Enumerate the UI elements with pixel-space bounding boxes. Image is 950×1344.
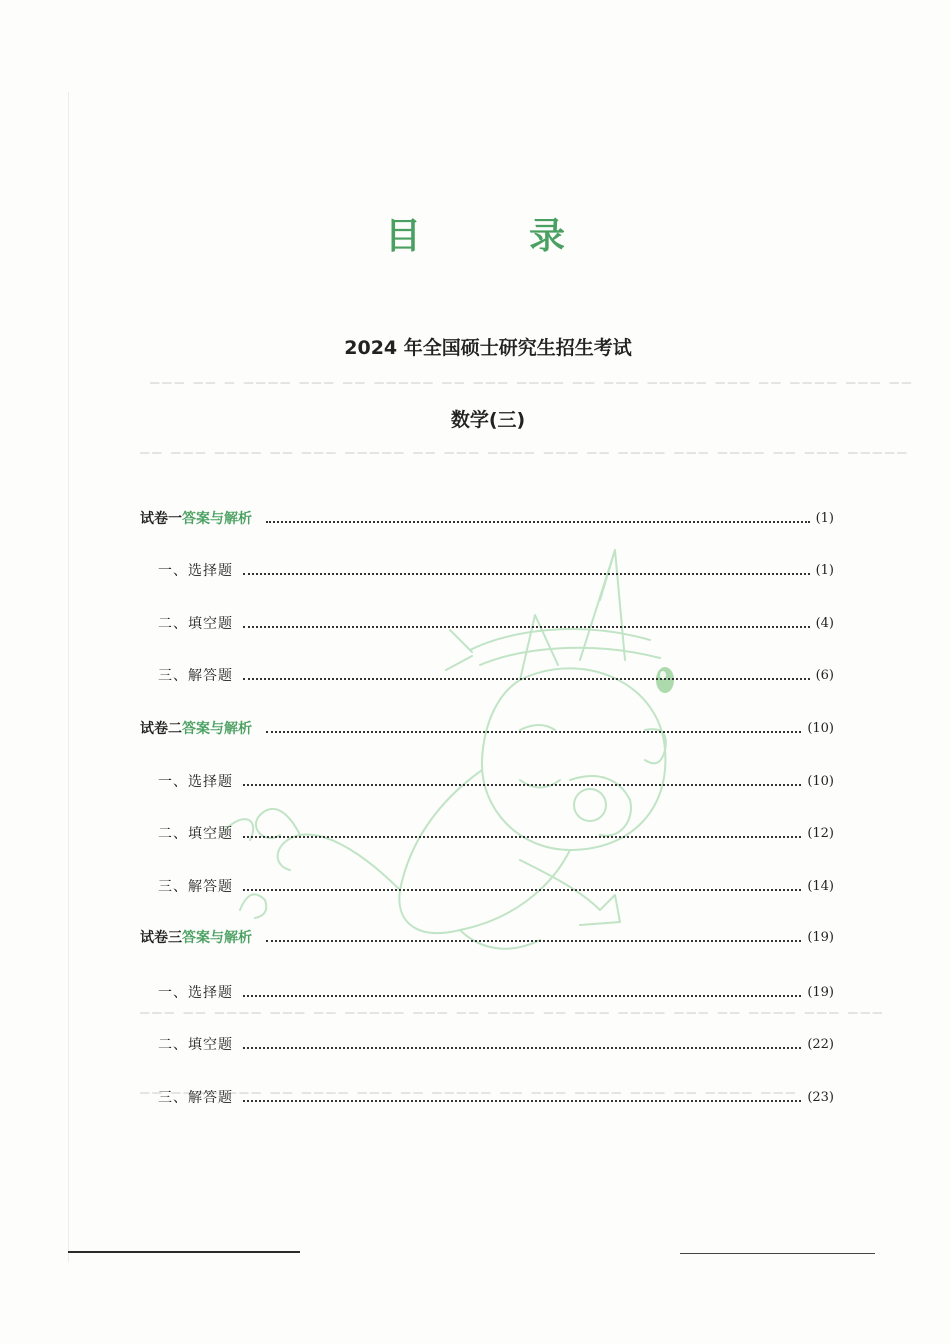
toc-paper-prefix: 试卷一: [140, 511, 182, 527]
show-through-line: ▁▁▁ ▁▁ ▁▁▁▁ ▁▁▁ ▁▁ ▁▁▁▁▁ ▁▁▁ ▁▁ ▁▁▁▁ ▁▁ ▁▁▁ ▁▁▁▁ ▁▁▁ ▁▁ ▁▁▁▁ ▁▁▁ ▁▁▁: [140, 1000, 885, 1014]
toc-section-2-3[interactable]: [158, 874, 834, 898]
toc-page-number: (19): [807, 984, 834, 1000]
dragon-mascot-icon: [220, 530, 680, 970]
toc-page-number: (1): [815, 510, 834, 526]
toc-section-label: 一、选择题: [158, 774, 233, 790]
toc-paper-suffix: 答案与解析: [182, 511, 252, 527]
toc-page-number: (6): [815, 667, 834, 683]
toc-paper-prefix: 试卷三: [140, 930, 182, 946]
dot-leader: [243, 889, 801, 891]
toc-section-2-2[interactable]: [158, 821, 834, 845]
toc-section-1-3[interactable]: [158, 663, 834, 687]
dot-leader: [243, 836, 801, 838]
show-through-line: ▁▁ ▁▁▁▁ ▁▁▁ ▁▁ ▁▁▁▁ ▁▁▁ ▁▁ ▁▁▁▁▁ ▁▁ ▁▁▁ ▁▁▁▁ ▁▁▁ ▁▁ ▁▁▁▁ ▁▁▁: [140, 1080, 798, 1094]
toc-paper-3[interactable]: [140, 925, 834, 949]
dot-leader: [243, 573, 810, 575]
toc-paper-1[interactable]: [140, 506, 834, 530]
toc-section-3-2[interactable]: [158, 1032, 834, 1056]
toc-section-label: 二、填空题: [158, 616, 233, 632]
footer-rule-left: [68, 1251, 300, 1253]
toc-page-number: (22): [807, 1036, 834, 1052]
toc-section-label: 三、解答题: [158, 1090, 233, 1106]
toc-section-1-2[interactable]: [158, 611, 834, 635]
dot-leader: [243, 995, 801, 997]
dot-leader: [243, 784, 801, 786]
toc-section-3-1[interactable]: [158, 980, 834, 1004]
dot-leader: [243, 626, 810, 628]
dot-leader: [243, 678, 810, 680]
dot-leader: [243, 1047, 801, 1049]
toc-section-3-3[interactable]: [158, 1085, 834, 1109]
toc-section-2-1[interactable]: [158, 769, 834, 793]
dot-leader: [266, 521, 810, 523]
show-through-line: ▁▁ ▁▁▁ ▁▁▁▁ ▁▁ ▁▁▁ ▁▁▁▁▁ ▁▁ ▁▁▁ ▁▁▁▁ ▁▁▁ ▁▁ ▁▁▁▁ ▁▁▁ ▁▁▁▁ ▁▁ ▁▁▁ ▁▁▁▁▁: [140, 440, 910, 454]
toc-paper-prefix: 试卷二: [140, 721, 182, 737]
toc-section-label: 二、填空题: [158, 1037, 233, 1053]
dot-leader: [266, 940, 801, 942]
subject-title: 数学(三): [450, 409, 526, 431]
toc-paper-2[interactable]: [140, 716, 834, 740]
page-edge: [68, 92, 69, 1262]
toc-paper-suffix: 答案与解析: [182, 930, 252, 946]
toc-page-number: (19): [807, 929, 834, 945]
show-through-line: ▁▁▁ ▁▁ ▁ ▁▁▁▁ ▁▁▁ ▁▁ ▁▁▁▁▁ ▁▁ ▁▁▁ ▁▁▁▁ ▁▁ ▁▁▁ ▁▁▁▁▁ ▁▁▁ ▁▁ ▁▁▁▁ ▁▁▁ ▁▁: [150, 370, 914, 384]
toc-section-label: 三、解答题: [158, 668, 233, 684]
toc-page-number: (10): [807, 720, 834, 736]
toc-page-number: (1): [815, 562, 834, 578]
toc-section-label: 三、解答题: [158, 879, 233, 895]
exam-title: 2024 年全国硕士研究生招生考试: [344, 337, 632, 359]
toc-page-number: (4): [815, 615, 834, 631]
dot-leader: [266, 731, 801, 733]
toc-page-number: (14): [807, 878, 834, 894]
toc-page-number: (10): [807, 773, 834, 789]
footer-rule-right: [680, 1253, 875, 1254]
toc-section-label: 一、选择题: [158, 563, 233, 579]
toc-section-label: 二、填空题: [158, 826, 233, 842]
toc-section-1-1[interactable]: [158, 558, 834, 582]
toc-page-number: (23): [807, 1089, 834, 1105]
dot-leader: [243, 1100, 801, 1102]
toc-section-label: 一、选择题: [158, 985, 233, 1001]
toc-paper-suffix: 答案与解析: [182, 721, 252, 737]
page-title: 目 录: [384, 216, 601, 257]
toc-page-number: (12): [807, 825, 834, 841]
